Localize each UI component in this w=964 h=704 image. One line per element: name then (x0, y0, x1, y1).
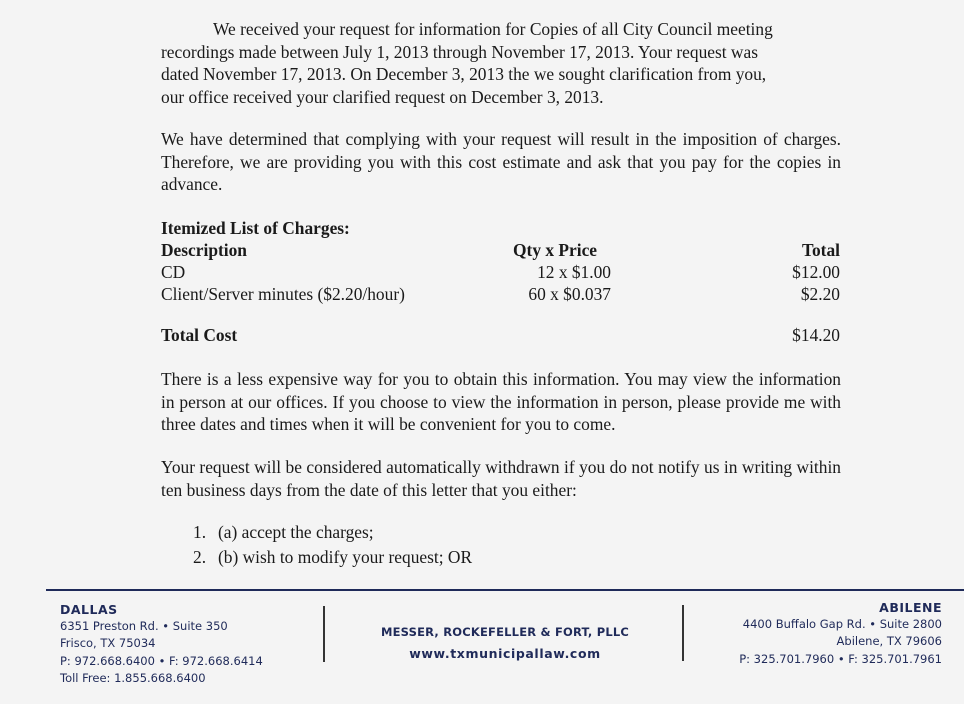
firm-website[interactable]: www.txmunicipallaw.com (409, 646, 601, 661)
list-item (193, 545, 472, 570)
office-city: DALLAS (60, 602, 118, 617)
row-total: $12.00 (792, 262, 840, 282)
paragraph-withdrawal-notice: Your request will be considered automatically withdrawn if you do not notify us in writing within ten business days from the date of this letter that you either: (161, 457, 841, 500)
list-number: 2. (193, 547, 207, 567)
office-address: 6351 Preston Rd. • Suite 350 (60, 619, 228, 634)
abilene-office (739, 599, 942, 668)
total-cost-row (161, 325, 841, 349)
total-cost-label: Total Cost (161, 325, 238, 345)
office-phone: P: 972.668.6400 • F: 972.668.6414 (60, 653, 263, 668)
column-qty-price: Qty x Price (513, 240, 598, 260)
footer-separator (682, 605, 684, 661)
paragraph-charges-notice: We have determined that complying with your request will result in the imposition of charges. Therefore, we are providing you with this cost estimate and ask that you pay for the copies in advance. (161, 129, 841, 194)
row-total: $2.20 (800, 284, 840, 304)
column-total: Total (801, 240, 840, 260)
paragraph-line: recordings made between July 1, 2013 through November 17, 2013. Your request was (161, 41, 758, 62)
office-city: ABILENE (879, 600, 942, 615)
dallas-office (60, 601, 263, 687)
column-description: Description (161, 240, 247, 260)
paragraph-request-received (161, 18, 841, 108)
paragraph-line: our office received your clarified request on December 3, 2013. (161, 86, 604, 107)
firm-info (360, 622, 650, 664)
row-qty-price: 60 x $0.037 (528, 284, 611, 304)
footer-separator (323, 606, 325, 662)
row-description: CD (161, 262, 186, 282)
list-text: (a) accept the charges; (218, 522, 374, 542)
options-list (193, 520, 472, 570)
office-city-state: Frisco, TX 75034 (60, 636, 156, 651)
charges-header-row (161, 239, 841, 261)
row-qty-price: 12 x $1.00 (537, 262, 611, 282)
itemized-charges (161, 217, 841, 305)
list-text: (b) wish to modify your request; OR (218, 547, 473, 567)
table-row (161, 283, 841, 305)
paragraph-view-in-person: There is a less expensive way for you to obtain this information. You may view the information in person at our offices. If you choose to view the information in person, please provide me with three dates and times when it will be convenient for you to come. (161, 369, 841, 434)
office-phone: P: 325.701.7960 • F: 325.701.7961 (739, 651, 942, 666)
paragraph-line: We received your request for information for Copies of all City Council meeting (213, 19, 773, 39)
list-number: 1. (193, 522, 207, 542)
list-item (193, 520, 472, 545)
total-cost-value: $14.20 (792, 325, 840, 345)
office-address: 4400 Buffalo Gap Rd. • Suite 2800 (742, 617, 942, 632)
row-description: Client/Server minutes ($2.20/hour) (161, 284, 405, 304)
office-city-state: Abilene, TX 79606 (836, 634, 942, 649)
firm-name: MESSER, ROCKEFELLER & FORT, PLLC (380, 625, 630, 639)
footer-divider (46, 589, 964, 591)
charges-heading: Itemized List of Charges: (161, 218, 350, 238)
table-row (161, 261, 841, 283)
paragraph-line: dated November 17, 2013. On December 3, 2013 the we sought clarification from you, (161, 64, 767, 84)
office-toll-free: Toll Free: 1.855.668.6400 (60, 670, 206, 685)
